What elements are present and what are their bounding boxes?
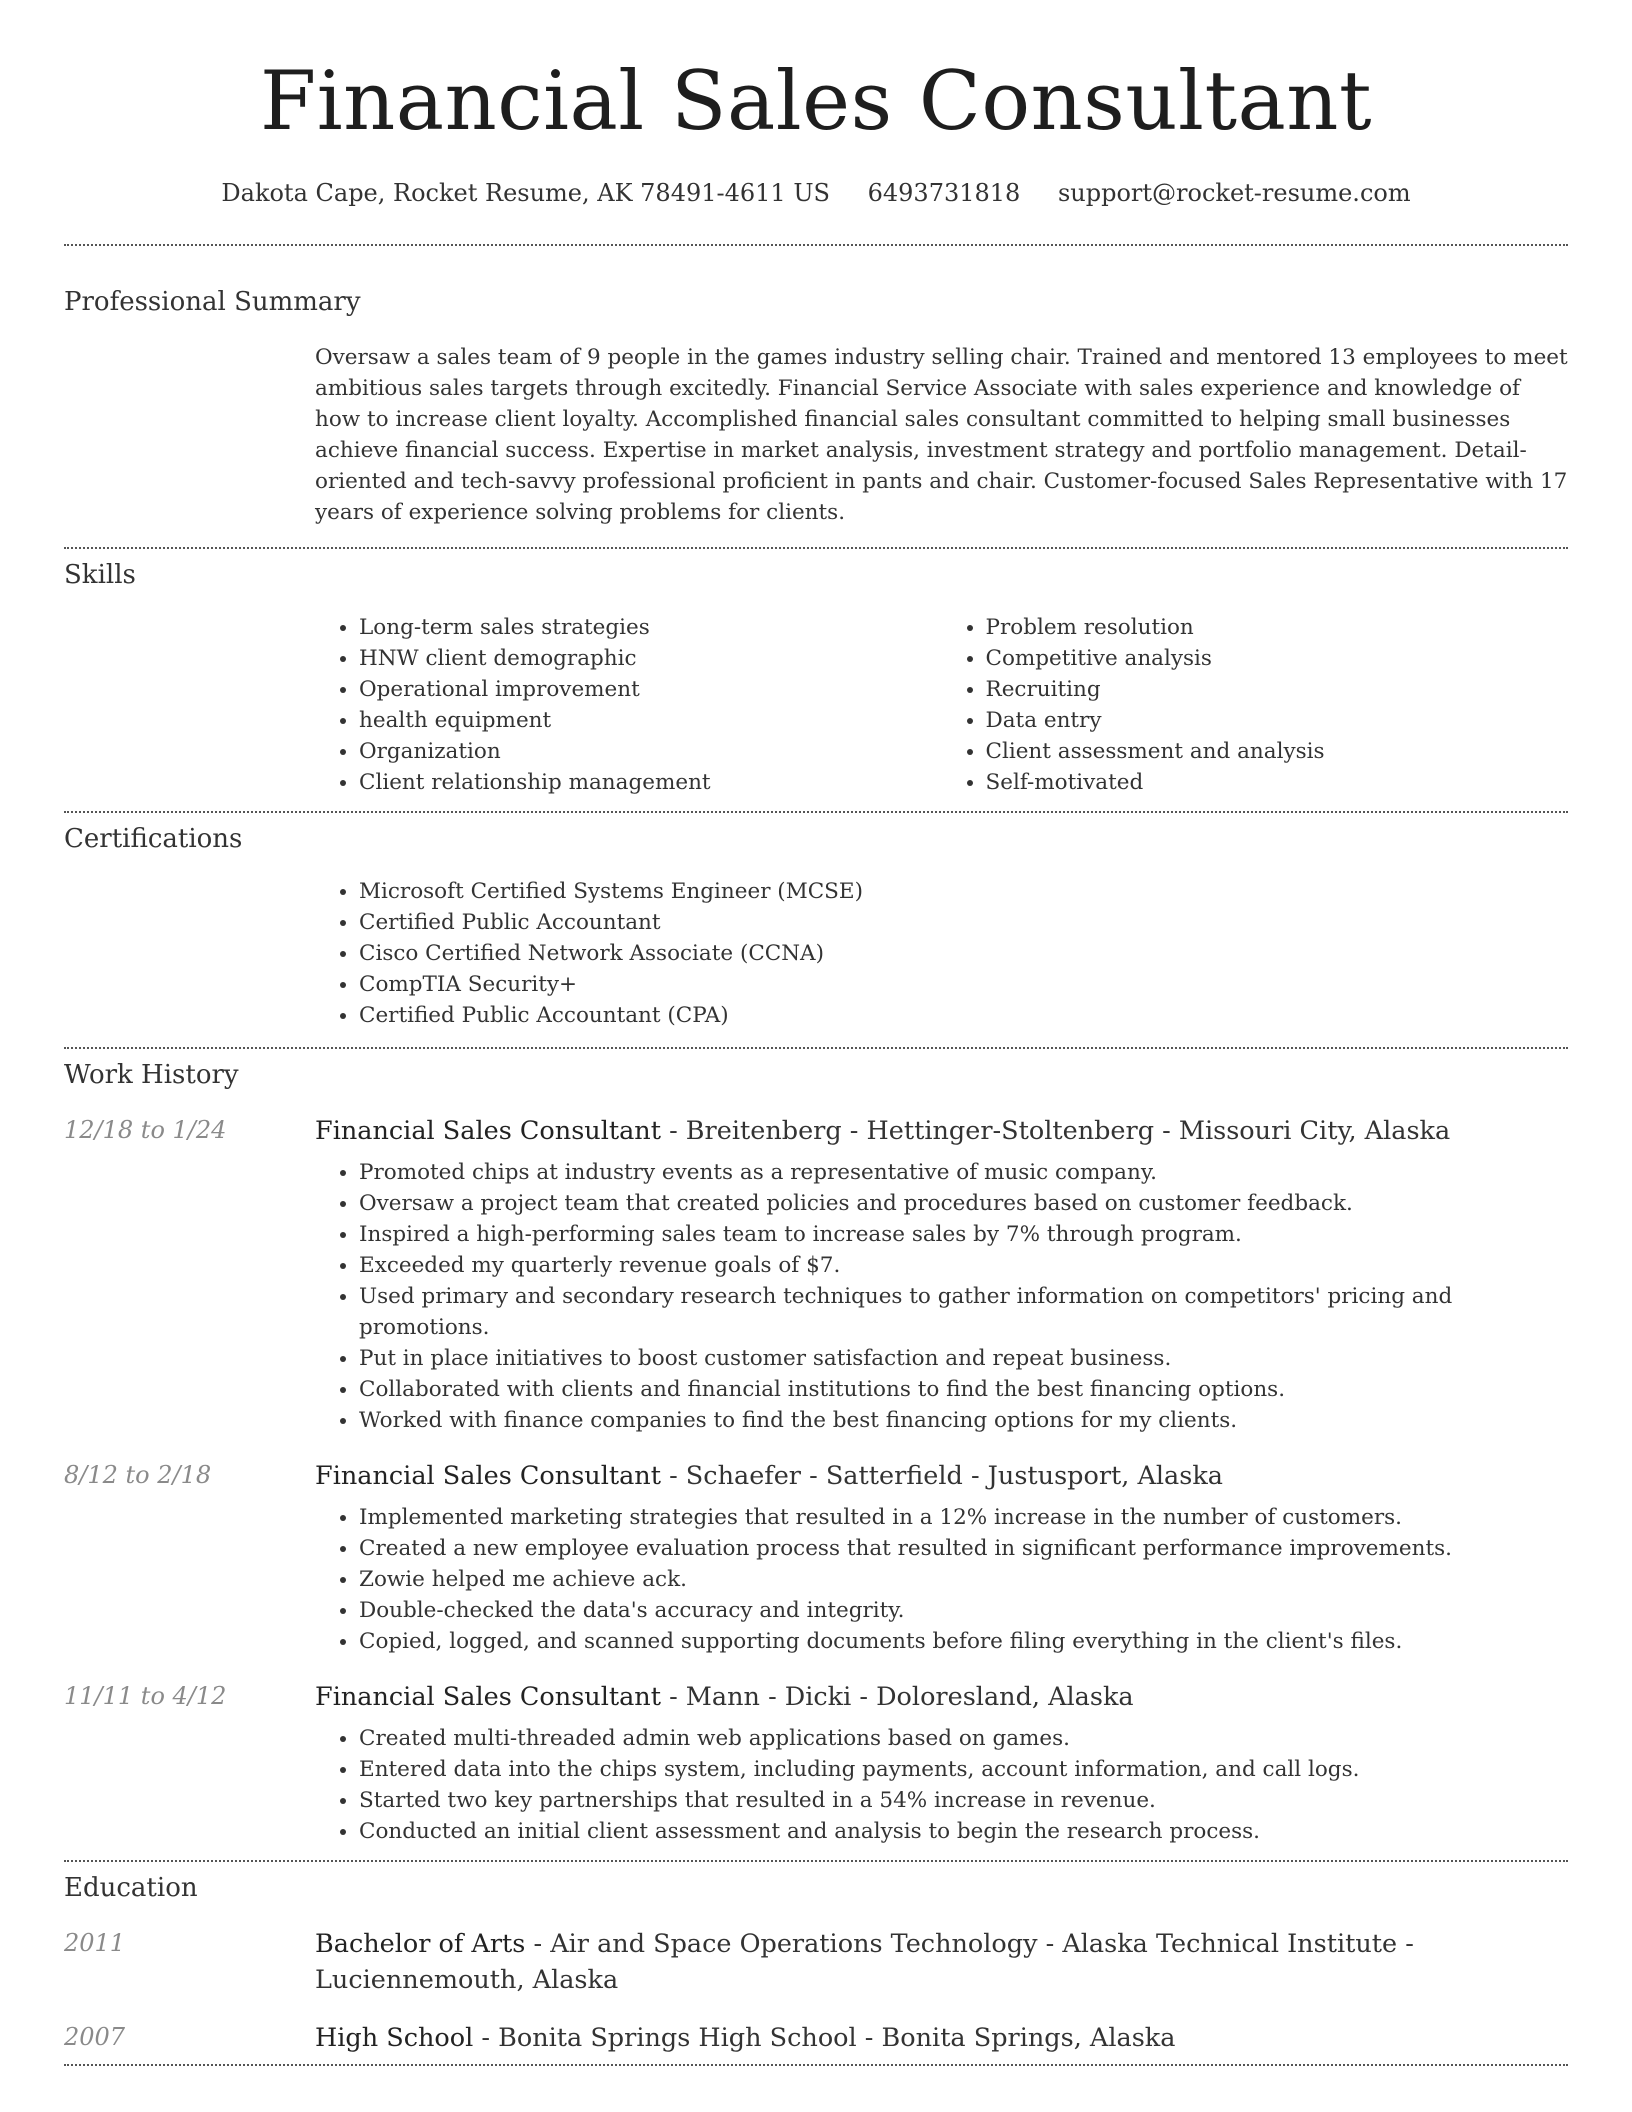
resume-name: Financial Sales Consultant	[260, 55, 1372, 149]
education-details: - Bonita Springs High School - Bonita Springs, Alaska	[473, 2023, 1176, 2053]
job-heading	[315, 1679, 1568, 1715]
job-bullet: • Copied, logged, and scanned supporting documents before filing everything in the client's files.	[359, 1626, 1568, 1657]
job-bullet: • Collaborated with clients and financial institutions to find the best financing options.	[359, 1374, 1568, 1405]
job-bullet: • Double-checked the data's accuracy and integrity.	[359, 1595, 1568, 1626]
job-title: Financial Sales Consultant	[315, 1682, 661, 1712]
education-degree: Bachelor of Arts	[315, 1929, 526, 1959]
job-bullet: • Inspired a high-performing sales team to increase sales by 7% through program.	[359, 1219, 1568, 1250]
certification-item: • Cisco Certified Network Associate (CCNA)	[359, 938, 1568, 969]
job-bullet: • Conducted an initial client assessment and analysis to begin the research process.	[359, 1816, 1568, 1847]
job-bullet: • Oversaw a project team that created policies and procedures based on customer feedback.	[359, 1188, 1568, 1219]
divider	[64, 2064, 1568, 2066]
job-bullet: • Started two key partnerships that resulted in a 54% increase in revenue.	[359, 1785, 1568, 1816]
skill-item: • Recruiting	[986, 674, 1569, 705]
skill-item: • Operational improvement	[359, 674, 942, 705]
job-title: Financial Sales Consultant	[315, 1116, 661, 1146]
job-bullet: • Put in place initiatives to boost customer satisfaction and repeat business.	[359, 1343, 1568, 1374]
job-bullet: • Worked with finance companies to find the best financing options for my clients.	[359, 1405, 1568, 1436]
job-entry	[64, 1679, 1568, 1847]
education-year: 2007	[64, 2023, 126, 2051]
job-bullet: • Created multi-threaded admin web applications based on games.	[359, 1723, 1568, 1754]
job-company: - Breitenberg - Hettinger-Stoltenberg - Missouri City, Alaska	[660, 1116, 1451, 1146]
skill-item: • Data entry	[986, 705, 1569, 736]
job-heading	[315, 1113, 1568, 1149]
job-bullets	[315, 1157, 1568, 1436]
skills-title: Skills	[64, 560, 136, 590]
job-company: - Schaefer - Satterfield - Justusport, Alaska	[660, 1461, 1224, 1491]
certification-item: • Certified Public Accountant	[359, 907, 1568, 938]
job-entry	[64, 1113, 1568, 1436]
resume-page	[64, 0, 1568, 2066]
phone: 6493731818	[867, 179, 1021, 207]
certification-item: • Microsoft Certified Systems Engineer (MCSE)	[359, 876, 1568, 907]
job-bullet: • Zowie helped me achieve ack.	[359, 1564, 1568, 1595]
certifications-section	[64, 813, 1568, 1031]
skill-item: • Long-term sales strategies	[359, 612, 942, 643]
education-year: 2011	[64, 1929, 126, 1957]
skill-item: • Client relationship management	[359, 767, 942, 798]
skill-item: • Client assessment and analysis	[986, 736, 1569, 767]
education-heading	[315, 1926, 1568, 1998]
job-title: Financial Sales Consultant	[315, 1461, 661, 1491]
work-history-title: Work History	[64, 1060, 239, 1090]
job-bullet: • Used primary and secondary research techniques to gather information on competitors' pricing and promotions.	[359, 1281, 1568, 1343]
job-bullet: • Promoted chips at industry events as a representative of music company.	[359, 1157, 1568, 1188]
job-bullet: • Entered data into the chips system, including payments, account information, and call logs.	[359, 1754, 1568, 1785]
certification-item: • CompTIA Security+	[359, 969, 1568, 1000]
education-entry	[64, 1926, 1568, 1998]
job-dates: 8/12 to 2/18	[64, 1461, 212, 1489]
certifications-list	[315, 876, 1568, 1031]
job-heading	[315, 1458, 1568, 1494]
email: support@rocket-resume.com	[1057, 179, 1411, 207]
education-details: - Air and Space Operations Technology - Alaska Technical Institute - Luciennemouth, Alaska	[315, 1929, 1414, 1995]
job-dates: 12/18 to 1/24	[64, 1116, 227, 1144]
certifications-title: Certifications	[64, 824, 243, 854]
education-degree: High School	[315, 2023, 474, 2053]
education-entry	[64, 2020, 1568, 2056]
job-company: - Mann - Dicki - Doloresland, Alaska	[660, 1682, 1134, 1712]
education-section	[64, 1862, 1568, 2056]
education-title: Education	[64, 1873, 198, 1903]
skill-item: • Organization	[359, 736, 942, 767]
job-bullet: • Implemented marketing strategies that resulted in a 12% increase in the number of customers.	[359, 1502, 1568, 1533]
skill-item: • health equipment	[359, 705, 942, 736]
skills-list-right	[942, 612, 1569, 798]
skill-item: • Self-motivated	[986, 767, 1569, 798]
summary-title: Professional Summary	[64, 287, 361, 317]
skills-section	[64, 549, 1568, 798]
job-bullets	[315, 1723, 1568, 1847]
skill-item: • HNW client demographic	[359, 643, 942, 674]
job-dates: 11/11 to 4/12	[64, 1682, 227, 1710]
skills-list-left	[315, 612, 942, 798]
job-entry	[64, 1458, 1568, 1657]
certification-item: • Certified Public Accountant (CPA)	[359, 1000, 1568, 1031]
summary-text: Oversaw a sales team of 9 people in the games industry selling chair. Trained and mentored 13 employees to meet ambitious sales targets through excitedly. Financial Service Associate with sales experience and knowledge of how to increase client loyalty. Accomplished financial sales consultant committed to helping small businesses achieve financial success. Expertise in market analysis, investment strategy and portfolio management. Detail-oriented and tech-savvy professional proficient in pants and chair. Customer-focused Sales Representative with 17 years of experience solving problems for clients.	[315, 345, 1568, 525]
job-bullet: • Created a new employee evaluation process that resulted in significant performance improvements.	[359, 1533, 1568, 1564]
contact-line	[64, 178, 1568, 208]
summary-section	[64, 246, 1568, 528]
job-bullet: • Exceeded my quarterly revenue goals of $7.	[359, 1250, 1568, 1281]
address: Dakota Cape, Rocket Resume, AK 78491-4611 US	[221, 179, 830, 207]
work-history-section	[64, 1049, 1568, 1847]
skill-item: • Problem resolution	[986, 612, 1569, 643]
education-heading	[315, 2020, 1568, 2056]
job-bullets	[315, 1502, 1568, 1657]
skill-item: • Competitive analysis	[986, 643, 1569, 674]
